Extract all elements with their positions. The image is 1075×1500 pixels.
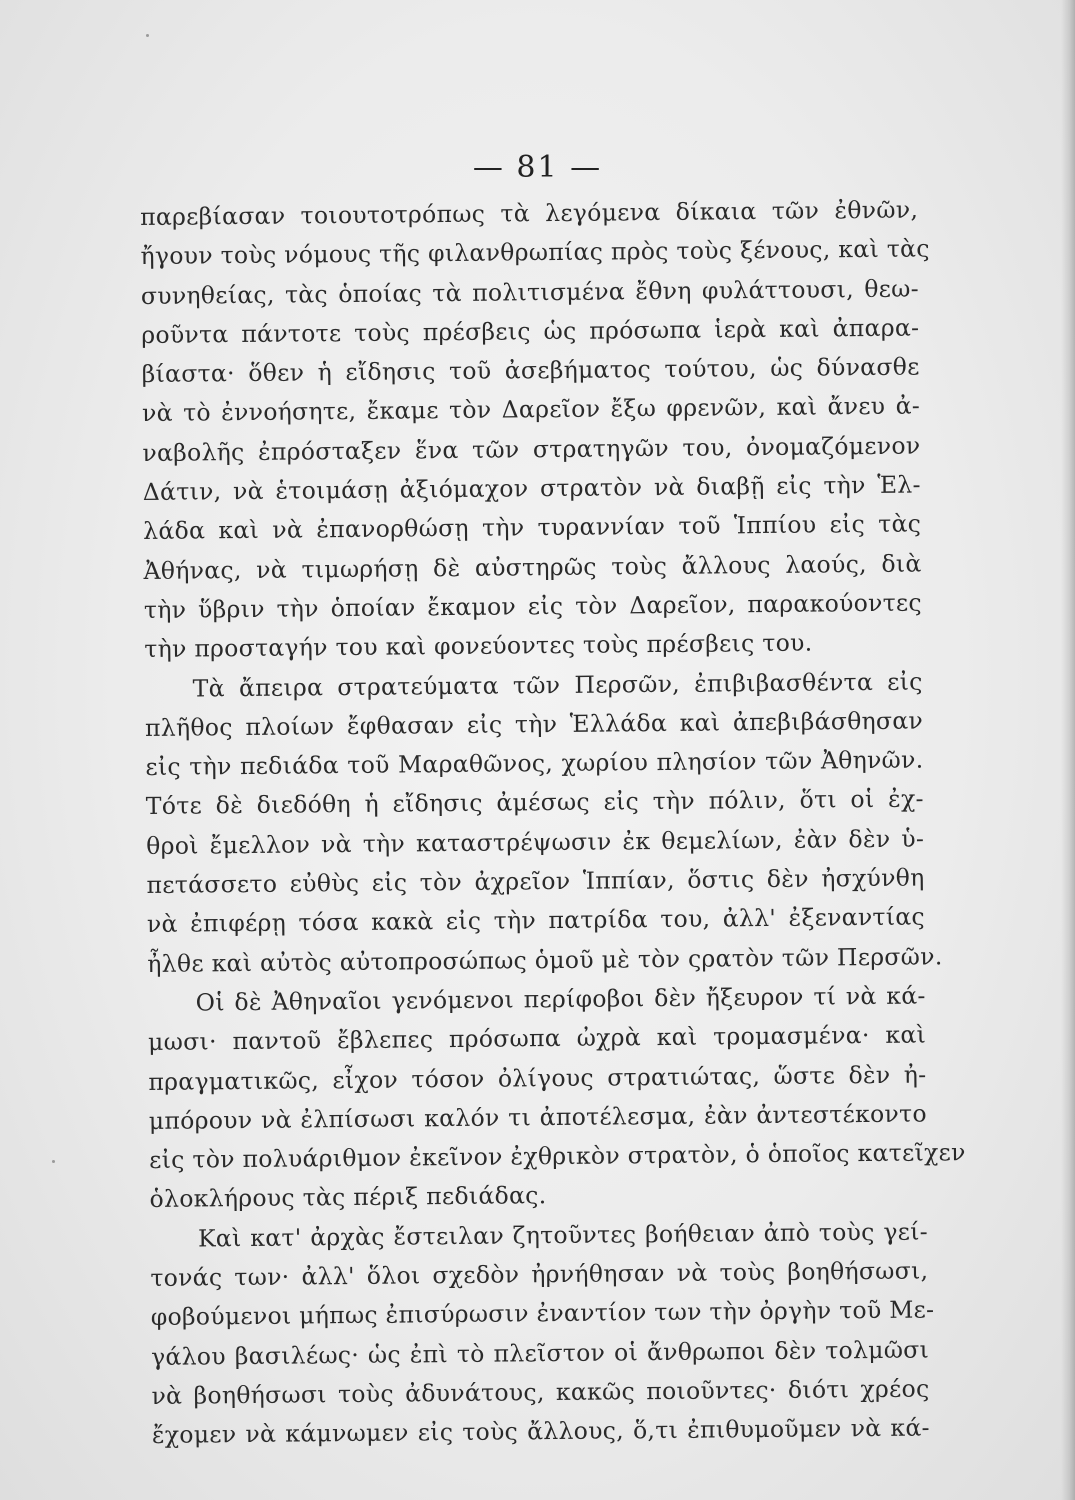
- text-line: συνηθείας, τὰς ὁποίας τὰ πολιτισμένα ἔθνη φυλάττουσι, θεω-: [140, 274, 920, 310]
- text-line: φοβούμενοι μήπως ἐπισύρωσιν ἐναντίον των τὴν ὀργὴν τοῦ Με-: [150, 1295, 935, 1332]
- text-line: νὰ τὸ ἐννοήσητε, ἔκαμε τὸν Δαρεῖον ἔξω φρενῶν, καὶ ἄνευ ἀ-: [141, 392, 921, 428]
- text-line: τὴν ὕβριν τὴν ὁποίαν ἔκαμον εἰς τὸν Δαρεῖον, παρακούοντες: [143, 588, 923, 624]
- text-line: Ἀθήνας, νὰ τιμωρήσῃ δὲ αὐστηρῶς τοὺς ἄλλους λαούς, διὰ: [143, 549, 922, 585]
- text-line: ἔχομεν νὰ κάμνωμεν εἰς τοὺς ἄλλους, ὅ,τι ἐπιθυμοῦμεν νὰ κά-: [151, 1413, 930, 1450]
- text-line: ροῦντα πάντοτε τοὺς πρέσβεις ὡς πρόσωπα ἱερὰ καὶ ἀπαρα-: [141, 313, 920, 349]
- text-line: Δάτιν, νὰ ἑτοιμάσῃ ἀξιόμαχον στρατὸν νὰ διαβῇ εἰς τὴν Ἑλ-: [142, 470, 921, 507]
- text-line: ἦλθε καὶ αὐτὸς αὐτοπροσώπως ὁμοῦ μὲ τὸν ςρατὸν τῶν Περσῶν.: [147, 941, 943, 978]
- page-edge-shadow: [1061, 0, 1075, 1500]
- text-line: μπόρουν νὰ ἐλπίσωσι καλόν τι ἀποτέλεσμα, ἐὰν ἀντεστέκοντο: [148, 1099, 927, 1135]
- text-line: βίαστα· ὅθεν ἡ εἴδησις τοῦ ἀσεβήματος τούτου, ὡς δύνασθε: [141, 352, 920, 389]
- text-line: ἤγουν τοὺς νόμους τῆς φιλανθρωπίας πρὸς τοὺς ξένους, καὶ τὰς: [140, 234, 930, 271]
- paper-speck: [52, 1160, 55, 1163]
- text-line: Τότε δὲ διεδόθη ἡ εἴδησις ἀμέσως εἰς τὴν πόλιν, ὅτι οἱ ἐχ-: [145, 784, 924, 821]
- paragraph-first-line: Καὶ κατ' ἀρχὰς ἔστειλαν ζητοῦντες βοήθειαν ἀπὸ τοὺς γεί-: [197, 1217, 929, 1253]
- text-line: θροὶ ἔμελλον νὰ τὴν καταστρέψωσιν ἐκ θεμελίων, ἐὰν δὲν ὑ-: [146, 824, 925, 860]
- text-line: τονάς των· ἀλλ' ὅλοι σχεδὸν ἠρνήθησαν νὰ τοὺς βοηθήσωσι,: [150, 1256, 929, 1292]
- text-line: ὁλοκλήρους τὰς πέριξ πεδιάδας.: [149, 1181, 547, 1214]
- text-line: εἰς τὴν πεδιάδα τοῦ Μαραθῶνος, χωρίου πλησίον τῶν Ἀθηνῶν.: [145, 745, 924, 782]
- text-line: λάδα καὶ νὰ ἐπανορθώσῃ τὴν τυραννίαν τοῦ Ἱππίου εἰς τὰς: [143, 509, 922, 546]
- text-line: πετάσσετο εὐθὺς εἰς τὸν ἀχρεῖον Ἱππίαν, ὅστις δὲν ἠσχύνθη: [146, 863, 925, 900]
- paragraph-first-line: Τὰ ἄπειρα στρατεύματα τῶν Περσῶν, ἐπιβιβασθέντα εἰς: [192, 667, 923, 703]
- text-line: νὰ βοηθήσωσι τοὺς ἀδυνάτους, κακῶς ποιοῦντες· διότι χρέος: [151, 1374, 930, 1410]
- text-line: μωσι· παντοῦ ἔβλεπες πρόσωπα ὠχρὰ καὶ τρομασμένα· καὶ: [147, 1020, 927, 1057]
- text-line: γάλου βασιλέως· ὡς ἐπὶ τὸ πλεῖστον οἱ ἄνθρωποι δὲν τολμῶσι: [150, 1335, 930, 1371]
- text-line: νὰ ἐπιφέρῃ τόσα κακὰ εἰς τὴν πατρίδα του, ἀλλ' ἐξεναντίας: [146, 902, 926, 939]
- text-line: πραγματικῶς, εἶχον τόσον ὀλίγους στρατιώτας, ὥστε δὲν ἠ-: [148, 1060, 927, 1096]
- text-line: εἰς τὸν πολυάριθμον ἐκεῖνον ἐχθρικὸν στρατὸν, ὁ ὁποῖος κατεῖχεν: [149, 1138, 966, 1175]
- paragraph-first-line: Οἱ δὲ Ἀθηναῖοι γενόμενοι περίφοβοι δὲν ἤξευρον τί νὰ κά-: [195, 981, 926, 1017]
- text-line: τὴν προσταγήν του καὶ φονεύοντες τοὺς πρέσβεις του.: [144, 628, 813, 664]
- page-number: — 81 —: [472, 150, 603, 185]
- text-line: πλῆθος πλοίων ἔφθασαν εἰς τὴν Ἑλλάδα καὶ ἀπεβιβάσθησαν: [144, 706, 924, 742]
- text-line: παρεβίασαν τοιουτοτρόπως τὰ λεγόμενα δίκαια τῶν ἐθνῶν,: [140, 195, 919, 231]
- text-line: ναβολῆς ἐπρόσταξεν ἕνα τῶν στρατηγῶν του, ὀνομαζόμενον: [142, 431, 921, 467]
- paper-speck: [146, 34, 149, 37]
- body-text: [140, 191, 966, 1456]
